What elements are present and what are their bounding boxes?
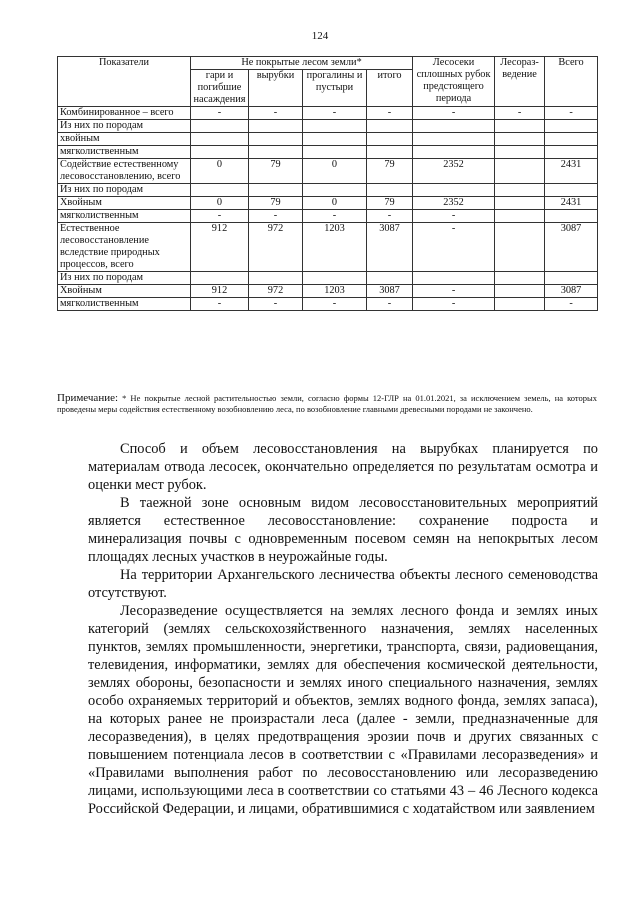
table-cell: -: [249, 210, 303, 223]
header-glades: прогалины и пустыри: [303, 70, 367, 107]
table-cell: -: [191, 298, 249, 311]
table-cell: -: [367, 107, 413, 120]
paragraph: На территории Архангельского лесничества объекты лесного семеноводства отсутствуют.: [88, 567, 598, 601]
header-not-covered: Не покрытые лесом земли*: [191, 57, 413, 70]
table-header: [58, 57, 598, 107]
table-cell: 2431: [545, 159, 598, 184]
table-cell: [367, 146, 413, 159]
table-cell: -: [413, 210, 495, 223]
table-cell: [303, 120, 367, 133]
table-cell: -: [249, 107, 303, 120]
table-row: [58, 107, 598, 120]
table-cell: 2352: [413, 159, 495, 184]
header-afforestation: Лесораз-ведение: [495, 57, 545, 107]
table-cell: 1203: [303, 285, 367, 298]
table-row: [58, 197, 598, 210]
table-cell: 3087: [367, 223, 413, 272]
table-cell: [545, 133, 598, 146]
row-label: Из них по породам: [58, 272, 191, 285]
table-cell: [249, 146, 303, 159]
table-cell: [413, 120, 495, 133]
table-cell: -: [413, 223, 495, 272]
table-cell: 1203: [303, 223, 367, 272]
note-text: * Не покрытые лесной растительностью земли, согласно формы 12-ГЛР на 01.01.2021, за исключением земель, на которых проведены меры содействия естественному возобновлению леса, по возобновление главными древесными породами не закончено.: [57, 393, 597, 414]
table-note: [57, 393, 597, 415]
table-cell: [545, 210, 598, 223]
table-cell: [495, 133, 545, 146]
table-cell: -: [413, 298, 495, 311]
table-cell: [413, 272, 495, 285]
table-cell: 0: [303, 159, 367, 184]
row-label: Хвойным: [58, 285, 191, 298]
table-cell: 912: [191, 223, 249, 272]
table-cell: -: [303, 210, 367, 223]
row-label: Комбинированное – всего: [58, 107, 191, 120]
table-body: [58, 107, 598, 311]
table-cell: -: [495, 107, 545, 120]
table-cell: 972: [249, 285, 303, 298]
table-cell: [191, 184, 249, 197]
table-cell: 0: [191, 159, 249, 184]
table-cell: [545, 120, 598, 133]
table-cell: -: [367, 210, 413, 223]
table-cell: 2352: [413, 197, 495, 210]
table-cell: [191, 272, 249, 285]
table-row: [58, 272, 598, 285]
table-cell: -: [191, 210, 249, 223]
reforestation-table: [57, 56, 598, 311]
table-cell: [495, 120, 545, 133]
header-cutover: вырубки: [249, 70, 303, 107]
table-cell: [413, 184, 495, 197]
header-burnt: гари и погибшие насаждения: [191, 70, 249, 107]
body-text: [88, 440, 598, 818]
table-row: [58, 223, 598, 272]
row-label: Из них по породам: [58, 184, 191, 197]
row-label: Содействие естественному лесовосстановлению, всего: [58, 159, 191, 184]
table-cell: -: [367, 298, 413, 311]
table-cell: 3087: [545, 285, 598, 298]
page-number: 124: [311, 30, 329, 42]
table-cell: -: [413, 285, 495, 298]
table-cell: [367, 133, 413, 146]
table-cell: 0: [303, 197, 367, 210]
table-cell: 79: [367, 159, 413, 184]
table-cell: -: [303, 298, 367, 311]
table-cell: [545, 146, 598, 159]
table-cell: [545, 184, 598, 197]
header-subtotal: итого: [367, 70, 413, 107]
table-cell: [303, 146, 367, 159]
table-cell: [367, 120, 413, 133]
table-cell: -: [191, 107, 249, 120]
table-cell: [413, 146, 495, 159]
table-row: [58, 210, 598, 223]
note-lead: Примечание:: [57, 392, 119, 404]
table-cell: -: [545, 298, 598, 311]
table-cell: [495, 159, 545, 184]
table-cell: [249, 184, 303, 197]
header-clear-cut: Лесосеки сплошных рубок предстоящего периода: [413, 57, 495, 107]
header-indicators: Показатели: [58, 57, 191, 107]
table-cell: [367, 184, 413, 197]
header-total: Всего: [545, 57, 598, 107]
table-cell: -: [413, 107, 495, 120]
table-cell: 79: [367, 197, 413, 210]
table-cell: [303, 133, 367, 146]
table-cell: [249, 272, 303, 285]
table-cell: 79: [249, 197, 303, 210]
row-label: хвойным: [58, 133, 191, 146]
table-cell: [495, 272, 545, 285]
table-cell: [303, 272, 367, 285]
row-label: мягколиственным: [58, 146, 191, 159]
table-cell: [191, 120, 249, 133]
table-row: [58, 133, 598, 146]
row-label: Естественное лесовосстановление вследствие природных процессов, всего: [58, 223, 191, 272]
table-cell: 2431: [545, 197, 598, 210]
table-cell: 912: [191, 285, 249, 298]
table-cell: [303, 184, 367, 197]
row-label: мягколиственным: [58, 210, 191, 223]
table-cell: [249, 133, 303, 146]
row-label: мягколиственным: [58, 298, 191, 311]
table-cell: [495, 184, 545, 197]
table-cell: [413, 133, 495, 146]
paragraph: Способ и объем лесовосстановления на вырубках планируется по материалам отвода лесосек, окончательно определяется по результатам осмотра и оценки мест рубок.: [88, 441, 598, 493]
table-cell: -: [545, 107, 598, 120]
table-cell: 0: [191, 197, 249, 210]
table-cell: [495, 197, 545, 210]
table-cell: [191, 133, 249, 146]
row-label: Хвойным: [58, 197, 191, 210]
table-cell: 3087: [545, 223, 598, 272]
table-row: [58, 120, 598, 133]
table-cell: [545, 272, 598, 285]
table-cell: [249, 120, 303, 133]
table-cell: [191, 146, 249, 159]
table-cell: [495, 223, 545, 272]
table-cell: -: [249, 298, 303, 311]
table-row: [58, 146, 598, 159]
table-row: [58, 285, 598, 298]
paragraph: Лесоразведение осуществляется на землях лесного фонда и землях иных категорий (землях сельскохозяйственного назначения, землях населенных пунктов, землях промышленности, энергетики, транспорта, связи, радиовещания, телевидения, информатики, землях для обеспечения космической деятельности, землях обороны, безопасности и землях иного специального назначения, землях особо охраняемых территорий и объектов, землях водного фонда, землях запаса), на которых ранее не произрастали леса (далее - земли, предназначенные для лесоразведения), в целях предотвращения эрозии почв и других связанных с повышением потенциала лесов в соответствии с «Правилами лесоразведения» и «Правилами выполнения работ по лесовосстановлению или лесоразведению лицами, использующими леса в соответствии со статьями 43 – 46 Лесного кодекса Российской Федерации, и лицами, обратившимися с ходатайством или заявлением: [88, 603, 598, 817]
table-cell: 79: [249, 159, 303, 184]
table-cell: -: [303, 107, 367, 120]
table-cell: 3087: [367, 285, 413, 298]
table-row: [58, 184, 598, 197]
table-cell: [367, 272, 413, 285]
row-label: Из них по породам: [58, 120, 191, 133]
paragraph: В таежной зоне основным видом лесовосстановительных мероприятий является естественное лесовосстановление: сохранение подроста и минерализация почвы с одновременным посевом семян на непокрытых лесом площадях лесных участков в неурожайные годы.: [88, 495, 598, 565]
table-row: [58, 159, 598, 184]
table-cell: [495, 146, 545, 159]
table-cell: [495, 285, 545, 298]
table-cell: 972: [249, 223, 303, 272]
table-cell: [495, 210, 545, 223]
table-cell: [495, 298, 545, 311]
table-row: [58, 298, 598, 311]
